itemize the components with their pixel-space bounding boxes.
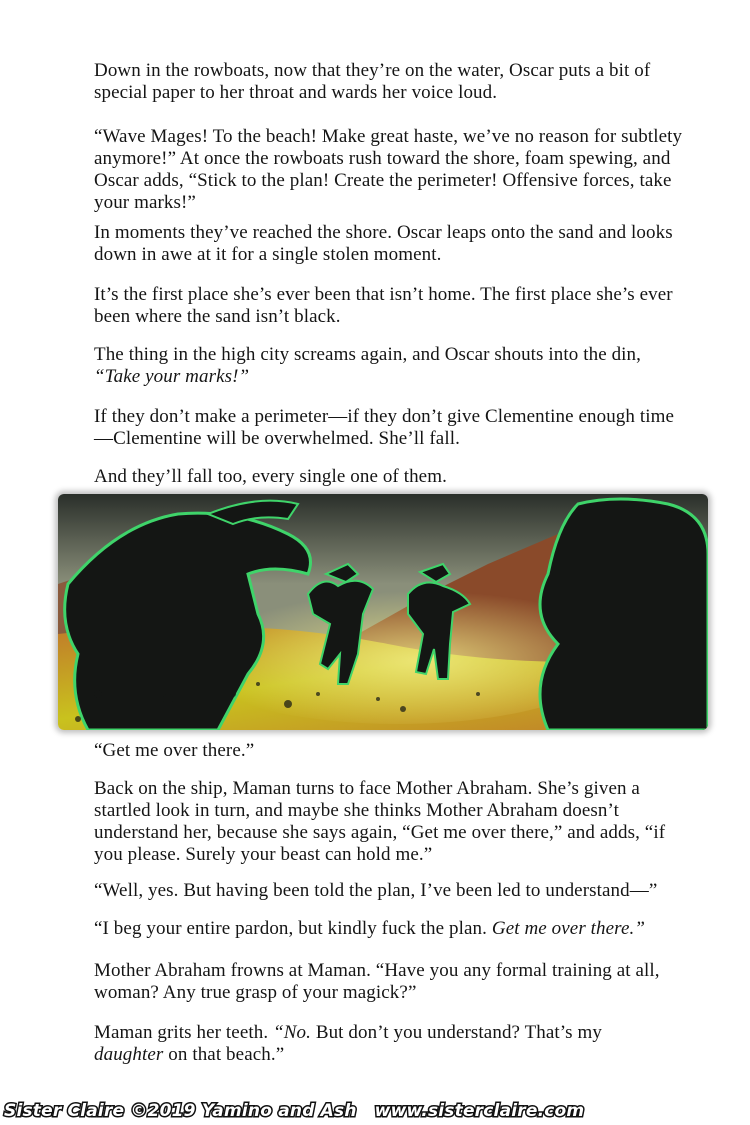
paragraph-text: The thing in the high city screams again, and Oscar shouts into the din, xyxy=(94,344,642,365)
copyright-credit: Sister Claire ©2019 Yamino and Ash xyxy=(4,1101,357,1121)
paragraph-emphasis: daughter xyxy=(94,1044,164,1065)
website-link[interactable]: www.sisterclaire.com xyxy=(374,1101,585,1121)
paragraph-text: on that beach.” xyxy=(168,1044,285,1065)
paragraph: “Well, yes. But having been told the plan, I’ve been led to understand—” xyxy=(94,880,658,901)
paragraph: If they don’t make a perimeter—if they don’t give Clementine enough time—Clementine will be overwhelmed. She’ll fall. xyxy=(94,406,675,449)
comic-panel-illustration xyxy=(58,494,708,730)
paragraph: And they’ll fall too, every single one of them. xyxy=(94,466,447,487)
paragraph: “Get me over there.” xyxy=(94,740,255,761)
paragraph xyxy=(94,344,684,388)
paragraph-text: “I beg your entire pardon, but kindly fuck the plan. xyxy=(94,918,488,939)
paragraph-emphasis: Get me over there.” xyxy=(491,918,646,939)
paragraph: It’s the first place she’s ever been that isn’t home. The first place she’s ever been where the sand isn’t black. xyxy=(94,284,673,327)
paragraph: Down in the rowboats, now that they’re on the water, Oscar puts a bit of special paper to her throat and wards her voice loud. xyxy=(94,60,651,103)
paragraph: In moments they’ve reached the shore. Oscar leaps onto the sand and looks down in awe at it for a single stolen moment. xyxy=(94,222,673,265)
paragraph-emphasis: “Take your marks!” xyxy=(94,366,250,387)
paragraph xyxy=(94,1022,684,1066)
paragraph xyxy=(94,918,684,940)
copyright-footer xyxy=(4,1101,584,1121)
paragraph-text: But don’t you understand? That’s my xyxy=(315,1022,603,1043)
paragraph: Back on the ship, Maman turns to face Mother Abraham. She’s given a startled look in turn, and maybe she thinks Mother Abraham doesn’t understand her, because she says again, “Get me over there,” and adds, “if you please. Surely your beast can hold me.” xyxy=(94,778,666,865)
paragraph: “Wave Mages! To the beach! Make great haste, we’ve no reason for subtlety anymore!” At once the rowboats rush toward the shore, foam spewing, and Oscar adds, “Stick to the plan! Create the perimeter! Offensive forces, take your marks!” xyxy=(94,126,683,213)
figure-right-cloak xyxy=(540,499,708,730)
paragraph-text: Maman grits her teeth. xyxy=(94,1022,269,1043)
paragraph-emphasis: “No. xyxy=(273,1022,311,1043)
paragraph: Mother Abraham frowns at Maman. “Have you any formal training at all, woman? Any true grasp of your magick?” xyxy=(94,960,660,1003)
